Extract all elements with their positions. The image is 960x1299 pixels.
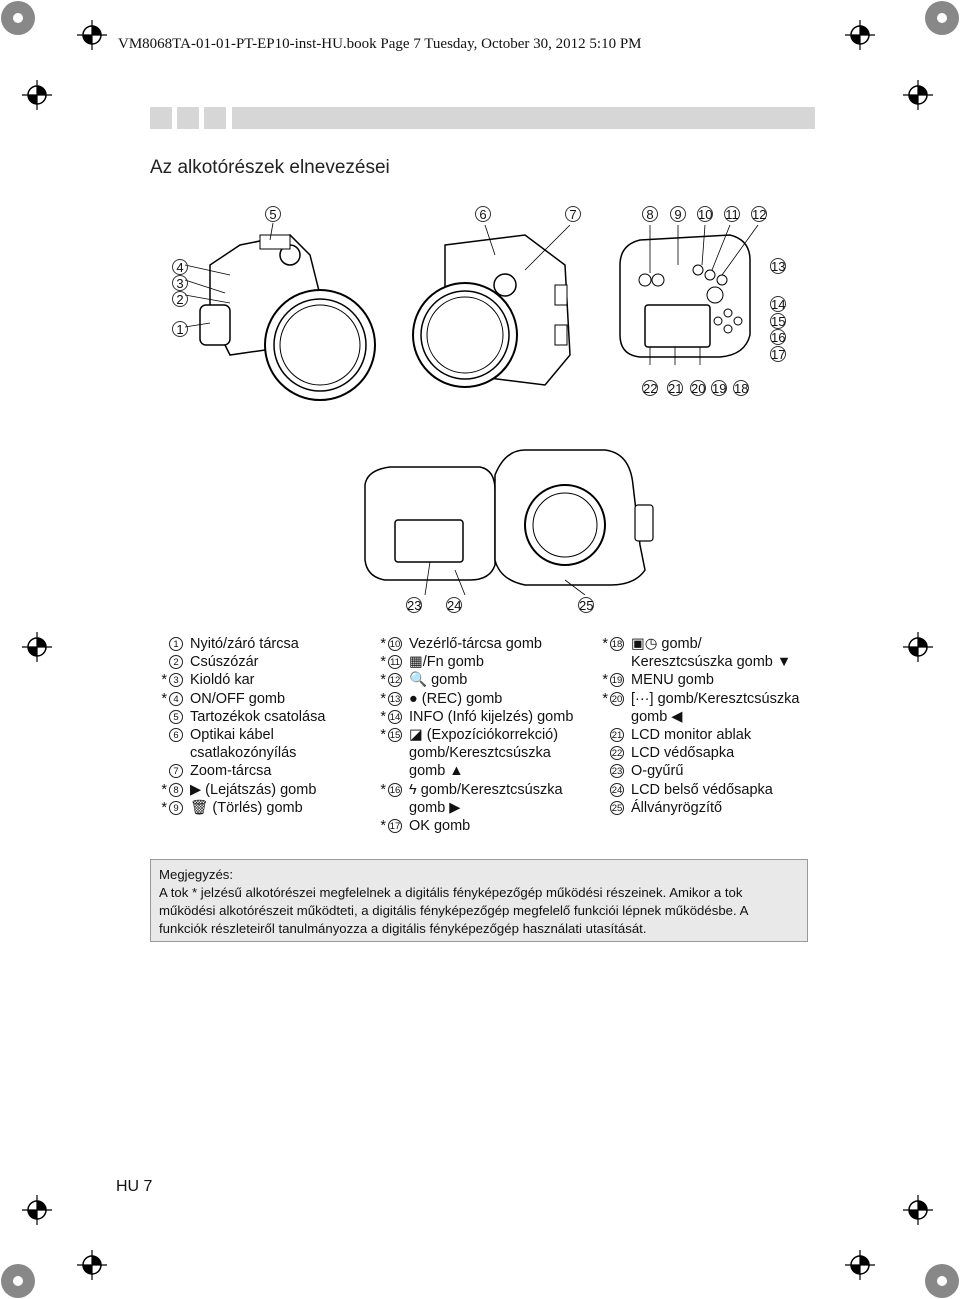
item-label: Zoom-tárcsa xyxy=(190,763,272,780)
item-number: 20 xyxy=(611,693,623,705)
note-heading: Megjegyzés: xyxy=(159,867,234,882)
item-label: Tartozékok csatolása xyxy=(190,708,326,725)
parts-list-item xyxy=(376,708,596,726)
page-title: Az alkotórészek elnevezései xyxy=(150,157,390,178)
parts-list-item xyxy=(598,671,813,689)
item-number: 23 xyxy=(611,766,623,778)
item-number: 3 xyxy=(169,673,183,687)
item-number: 13 xyxy=(389,693,401,705)
callout-number: 18 xyxy=(734,381,749,396)
required-marker: * xyxy=(380,636,386,652)
callout-number: 11 xyxy=(725,207,739,222)
item-label: 🔍 gomb xyxy=(409,672,468,689)
item-number: 7 xyxy=(169,764,183,778)
required-marker xyxy=(598,762,608,780)
header-bar xyxy=(232,107,815,129)
print-header: VM8068TA-01-01-PT-EP10-inst-HU.book Page 7 Tuesday, October 30, 2012 5:10 PM xyxy=(118,36,642,52)
required-marker: * xyxy=(380,727,386,744)
required-marker: * xyxy=(602,636,608,652)
item-label: Vezérlő-tárcsa gomb xyxy=(409,636,542,652)
parts-list-item xyxy=(376,653,596,671)
required-marker: * xyxy=(602,672,608,689)
required-marker xyxy=(598,781,608,799)
item-label: [···] gomb/Keresztcsúszka gomb ◀ xyxy=(631,690,800,725)
parts-list-item xyxy=(598,726,813,744)
item-label: Állványrögzítő xyxy=(631,799,723,816)
callout-number: 5 xyxy=(265,206,281,222)
required-marker xyxy=(598,799,608,817)
item-label: LCD védősapka xyxy=(631,745,735,762)
item-number: 21 xyxy=(611,730,623,742)
callout-number: 22 xyxy=(643,381,658,396)
required-marker: * xyxy=(380,708,386,725)
item-number: 1 xyxy=(169,637,183,651)
item-label: Nyitó/záró tárcsa xyxy=(190,636,299,652)
callout-number: 23 xyxy=(407,598,422,613)
registration-mark-icon xyxy=(845,20,875,50)
item-number: 22 xyxy=(611,748,623,760)
item-label: LCD monitor ablak xyxy=(631,727,752,744)
callout-number: 4 xyxy=(172,259,188,275)
parts-list-col1 xyxy=(157,635,372,817)
item-label: ON/OFF gomb xyxy=(190,690,286,707)
parts-list-item xyxy=(157,671,372,689)
required-marker xyxy=(598,726,608,744)
registration-mark-icon xyxy=(77,20,107,50)
item-number: 5 xyxy=(169,710,183,724)
registration-mark-icon xyxy=(22,632,52,662)
callout-number: 25 xyxy=(579,598,594,613)
item-label: ▦/Fn gomb xyxy=(409,654,484,671)
registration-mark-icon xyxy=(903,1195,933,1225)
item-number: 16 xyxy=(389,784,401,796)
item-number: 25 xyxy=(611,802,623,814)
item-label: MENU gomb xyxy=(631,672,714,689)
parts-list-item xyxy=(157,635,372,653)
item-number: 18 xyxy=(611,639,623,650)
note-box xyxy=(150,859,808,942)
parts-list-col3 xyxy=(598,635,813,817)
item-number: 12 xyxy=(389,675,401,687)
item-number: 4 xyxy=(169,692,183,706)
item-number: 11 xyxy=(388,655,402,669)
item-label: Kioldó kar xyxy=(190,672,255,689)
print-starburst-icon xyxy=(0,0,40,40)
parts-list-item xyxy=(598,690,813,726)
required-marker: * xyxy=(161,799,167,816)
item-number: 9 xyxy=(169,801,183,815)
item-label: ◪ (Expozíciókorrekció) gomb/Keresztcsúszka gomb ▲ xyxy=(409,727,559,780)
housing-open-illustration xyxy=(355,445,665,595)
item-number: 17 xyxy=(389,821,401,833)
item-number: 19 xyxy=(611,675,623,687)
callout-number: 6 xyxy=(475,206,491,222)
callout-number: 21 xyxy=(668,381,683,396)
parts-list-item xyxy=(376,781,596,817)
header-tab-block xyxy=(204,107,226,129)
callout-number: 12 xyxy=(752,207,767,222)
callout-number: 24 xyxy=(447,598,462,613)
required-marker: * xyxy=(602,690,608,707)
registration-mark-icon xyxy=(22,1195,52,1225)
item-label: ● (REC) gomb xyxy=(409,690,503,707)
parts-list-item xyxy=(376,726,596,781)
item-number: 15 xyxy=(389,730,401,742)
print-starburst-icon xyxy=(0,1259,40,1299)
parts-list-item xyxy=(598,781,813,799)
parts-list-item xyxy=(157,762,372,780)
callout-number: 3 xyxy=(172,275,188,291)
page-number: HU 7 xyxy=(116,1178,153,1195)
parts-list-item xyxy=(157,708,372,726)
parts-list-item xyxy=(598,799,813,817)
parts-list-item xyxy=(157,653,372,671)
required-marker: * xyxy=(161,672,167,689)
housing-side-illustration xyxy=(405,225,590,405)
parts-list-item xyxy=(376,690,596,708)
registration-mark-icon xyxy=(22,80,52,110)
required-marker: * xyxy=(380,690,386,707)
callout-number: 19 xyxy=(712,381,727,396)
required-marker: * xyxy=(380,672,386,689)
item-label: Optikai kábel csatlakozónyílás xyxy=(190,727,297,762)
item-label: Csúszózár xyxy=(190,654,259,671)
required-marker xyxy=(157,708,167,726)
header-tab-block xyxy=(177,107,199,129)
callout-number: 16 xyxy=(771,330,786,345)
callout-number: 14 xyxy=(771,297,786,312)
item-label: OK gomb xyxy=(409,818,471,835)
required-marker xyxy=(157,635,167,653)
item-label: 🗑 (Törlés) gomb xyxy=(190,799,303,816)
required-marker: * xyxy=(380,818,386,835)
item-label: O-gyűrű xyxy=(631,763,684,780)
item-label: ϟ gomb/Keresztcsúszka gomb ▶ xyxy=(409,781,563,816)
note-body: A tok * jelzésű alkotórészei megfelelnek a digitális fényképezőgép működési részeinek. Amikor a tok működési alkotórészeit működteti, a digitális fényképezőgép megfelelő funkciói lépnek működésbe. A funkciók részleteiről tanulmányozza a digitális fényképezőgép használati utasítását. xyxy=(159,885,748,936)
item-label: ▣◷ gomb/ Keresztcsúszka gomb ▼ xyxy=(631,636,792,671)
parts-list-item xyxy=(598,635,813,671)
item-label: ▶ (Lejátszás) gomb xyxy=(190,781,317,798)
item-label: INFO (Infó kijelzés) gomb xyxy=(409,708,574,725)
required-marker: * xyxy=(161,781,167,798)
parts-list-item xyxy=(598,762,813,780)
callout-number: 2 xyxy=(172,291,188,307)
registration-mark-icon xyxy=(845,1250,875,1280)
callout-number: 7 xyxy=(565,206,581,222)
item-number: 24 xyxy=(611,784,623,796)
parts-list-item xyxy=(157,781,372,799)
callout-number: 15 xyxy=(771,314,786,329)
item-number: 2 xyxy=(169,655,183,669)
callout-number: 9 xyxy=(670,206,686,222)
parts-list-item xyxy=(157,799,372,817)
item-number: 14 xyxy=(389,711,401,723)
item-label: LCD belső védősapka xyxy=(631,781,773,798)
required-marker xyxy=(157,653,167,671)
callout-number: 13 xyxy=(771,259,786,274)
callout-number: 10 xyxy=(698,207,713,222)
print-starburst-icon xyxy=(920,1259,960,1299)
parts-list-item xyxy=(598,744,813,762)
housing-rear-illustration xyxy=(610,225,760,365)
parts-list-item xyxy=(157,690,372,708)
registration-mark-icon xyxy=(903,80,933,110)
registration-mark-icon xyxy=(903,632,933,662)
parts-list-item xyxy=(376,635,596,653)
required-marker: * xyxy=(380,654,386,671)
parts-list-item xyxy=(376,817,596,835)
header-tab-block xyxy=(150,107,172,129)
required-marker xyxy=(157,726,167,762)
parts-list-col2 xyxy=(376,635,596,835)
callout-number: 1 xyxy=(172,321,188,337)
print-starburst-icon xyxy=(920,0,960,40)
callout-number: 8 xyxy=(642,206,658,222)
item-number: 10 xyxy=(389,639,401,650)
parts-list-item xyxy=(376,671,596,689)
item-number: 6 xyxy=(169,728,183,742)
parts-list-item xyxy=(157,726,372,762)
registration-mark-icon xyxy=(77,1250,107,1280)
required-marker xyxy=(157,762,167,780)
required-marker: * xyxy=(380,781,386,798)
housing-front-illustration xyxy=(170,205,400,405)
required-marker: * xyxy=(161,690,167,707)
callout-number: 20 xyxy=(691,381,706,396)
required-marker xyxy=(598,744,608,762)
item-number: 8 xyxy=(169,783,183,797)
callout-number: 17 xyxy=(771,347,786,362)
